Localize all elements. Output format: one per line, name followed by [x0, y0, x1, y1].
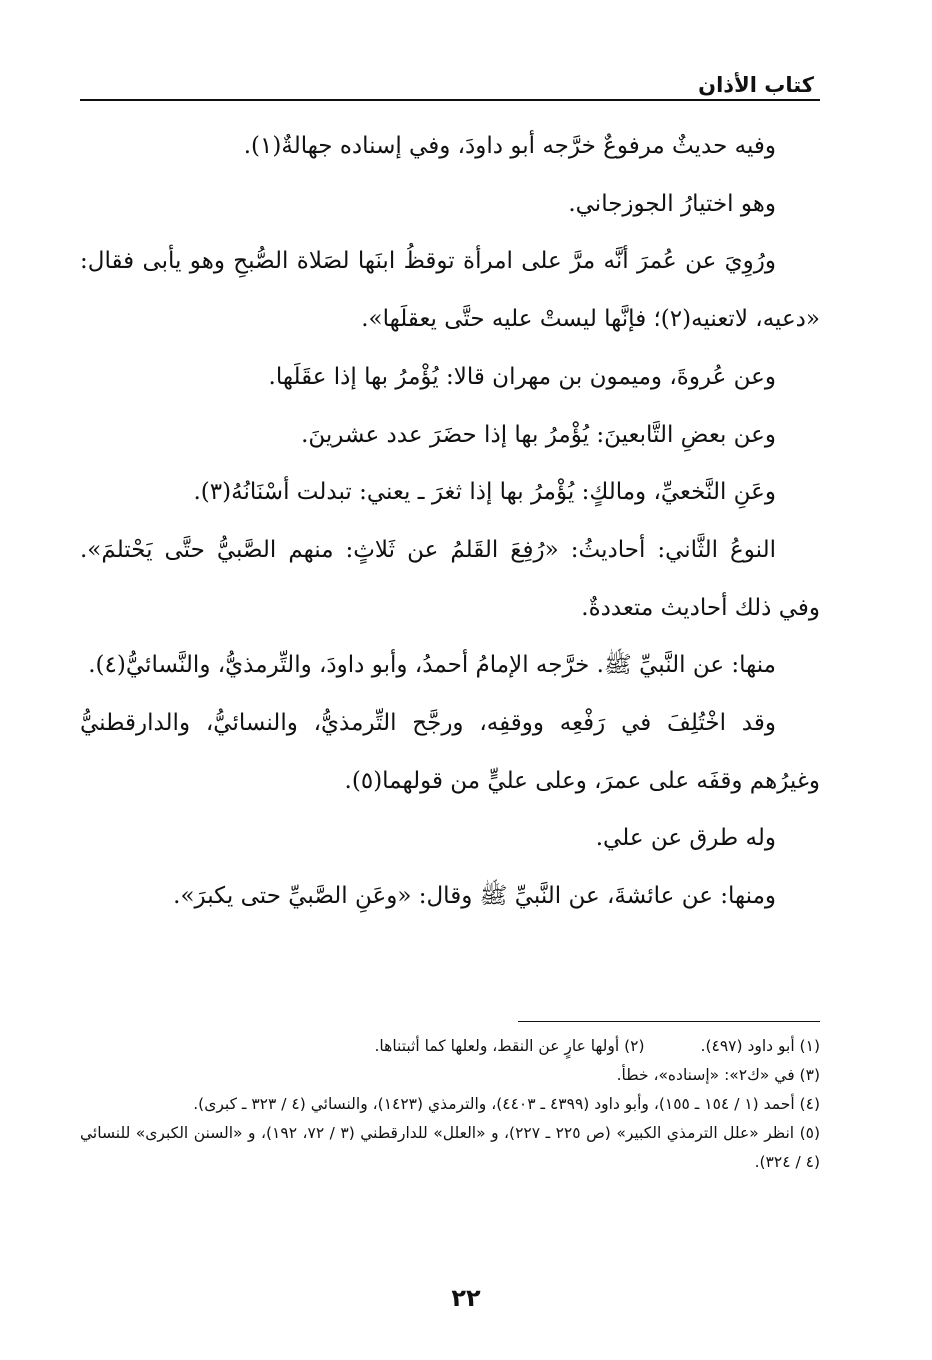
footnote-4: (٤) أحمد (١ / ١٥٤ ـ ١٥٥)، وأبو داود (٤٣٩٩ ـ ٤٤٠٣)، والترمذي (١٤٢٣)، والنسائي (٤ / ٣٢٣ ـ كبرى). [193, 1095, 820, 1113]
paragraph: وقد اخْتُلِفَ في رَفْعِه ووقفِه، ورجَّح التِّرمذيُّ، والنسائيُّ، والدارقطنيُّ وغيرُهم وقفَه على عمرَ، وعلى عليٍّ من قولهما(٥). [80, 710, 820, 794]
paragraph: وهو اختيارُ الجوزجاني. [568, 190, 776, 217]
paragraph: وفيه حديثٌ مرفوعٌ خرَّجه أبو داودَ، وفي إسناده جهالةٌ(١). [243, 133, 776, 159]
footnote-3: (٣) في «ك٢»: «إسناده»، خطأ. [616, 1066, 820, 1084]
footnote-2: (٢) أولها عارٍ عن النقط، ولعلها كما أثبتناها. [374, 1037, 645, 1055]
running-header-title: كتاب الأذان [698, 73, 814, 97]
paragraph: وعَنِ النَّخعيِّ، ومالكٍ: يُؤْمرُ بها إذا ثغرَ ـ يعني: تبدلت أسْنَانُهُ(٣). [193, 479, 776, 506]
footnote-rule [518, 1021, 820, 1022]
paragraph: وعن بعضِ التَّابعينَ: يُؤْمرُ بها إذا حضَرَ عدد عشرينَ. [301, 421, 776, 448]
header-rule [80, 99, 820, 101]
footnote-5: (٥) انظر «علل الترمذي الكبير» (ص ٢٢٥ ـ ٢٢٧)، و «العلل» للدارقطني (٣ / ٧٢، ١٩٢)، و «السنن الكبرى» للنسائي (٤ / ٣٢٤). [80, 1124, 821, 1171]
paragraph: النوعُ الثَّاني: أحاديثُ: «رُفِعَ القَلمُ عن ثَلاثٍ: منهم الصَّبيُّ حتَّى يَحْتلمَ». وفي ذلك أحاديث متعددةٌ. [80, 536, 820, 621]
paragraph: منها: عن النَّبيِّ ﷺ. خرَّجه الإمامُ أحمدُ، وأبو داودَ، والتِّرمذيُّ، والنَّسائيُّ(٤). [88, 652, 776, 679]
footnotes [80, 1032, 820, 1177]
paragraph: ومنها: عن عائشةَ، عن النَّبيِّ ﷺ وقال: «وعَنِ الصَّبيِّ حتى يكبرَ». [173, 883, 776, 910]
paragraph: ورُوِيَ عن عُمرَ أنَّه مرَّ على امرأة توقظُ ابنَها لصَلاة الصُّبحِ وهو يأبى فقال: «دعيه، لاتعنيه(٢)؛ فإنَّها ليستْ عليه حتَّى يعقلَها». [80, 248, 820, 333]
page-number: ٢٢ [451, 1284, 481, 1312]
paragraph: وعن عُروةَ، وميمون بن مهران قالا: يُؤْمرُ بها إذا عقَلَها. [268, 363, 776, 390]
footnote-1: (١) أبو داود (٤٩٧). [700, 1037, 820, 1055]
paragraph: وله طرق عن علي. [595, 825, 776, 852]
footnote-row [80, 1032, 820, 1061]
main-text [80, 118, 820, 926]
